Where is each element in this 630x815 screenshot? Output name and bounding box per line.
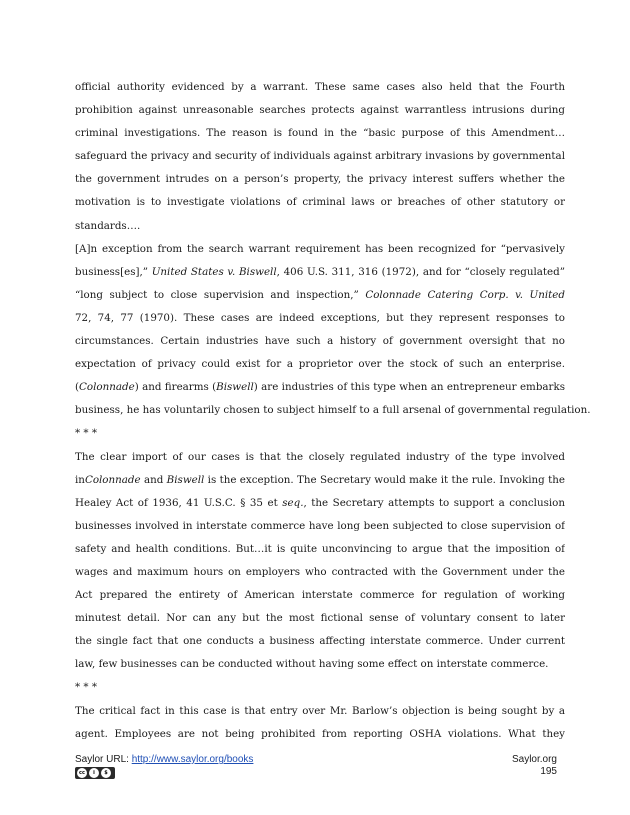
case-name: Colonnade Catering Corp. v. United [365,288,565,301]
text-line [75,630,565,653]
text-line [75,76,565,99]
text-line [75,422,565,445]
text-run: safeguard the privacy and security of individuals against arbitrary invasions by governmental [75,150,565,163]
text-run: minutest detail. Nor can any but the most fictional sense of voluntary consent to later [75,612,565,625]
text-run: ( [75,381,80,394]
text-line [75,469,565,492]
text-line [75,353,565,376]
document-body [75,76,591,746]
text-line [75,492,565,515]
page-footer [75,754,557,784]
text-run: “long subject to close supervision and inspection,” [75,288,366,301]
text-run: wages and maximum hours on employers who contracted with the Government under the [75,565,565,578]
text-line [75,238,565,261]
footer-source-label: Saylor URL: [75,754,132,765]
text-line [75,561,565,584]
page-number: 195 [540,766,557,777]
case-name: United States v. Biswell [151,265,277,278]
text-line [75,307,565,330]
text-run: * * * [75,427,97,440]
text-line [75,538,565,561]
text-run: and [140,473,167,486]
text-run: The critical fact in this case is that entry over Mr. Barlow’s objection is being sought by a [75,704,565,717]
footer-source [75,754,253,765]
text-run: safety and health conditions. But…it is quite unconvincing to argue that the imposition of [75,542,565,555]
text-line [75,700,565,723]
text-run: motivation is to investigate violations of criminal laws or breaches of other statutory or [75,196,565,209]
text-line [75,99,565,122]
text-line [75,215,565,238]
text-run: the government intrudes on a person’s property, the privacy interest suffers whether the [75,173,565,186]
text-run: expectation of privacy could exist for a proprietor over the stock of such an enterprise. [75,358,565,371]
text-line [75,723,565,746]
text-line [75,446,565,469]
text-line [75,607,565,630]
text-run: is the exception. The Secretary would make it the rule. Invoking the [207,473,565,486]
text-line [75,376,565,399]
text-run: circumstances. Certain industries have such a history of government oversight that no [75,335,565,348]
footer-source-link[interactable]: http://www.saylor.org/books [131,754,254,765]
text-line [75,261,565,284]
text-run: ) are industries of this type when an entrepreneur embarks [253,381,565,394]
text-run: prohibition against unreasonable searches protects against warrantless intrusions during [75,104,565,117]
text-run: businesses involved in interstate commerce have long been subjected to close supervision of [75,519,565,532]
case-name: Colonnade [84,473,141,486]
text-run: agent. Employees are not being prohibited from reporting OSHA violations. What they [75,727,565,740]
text-run: the single fact that one conducts a business affecting interstate commerce. Under current [75,635,565,648]
case-name: Biswell [166,473,205,486]
text-run: , the Secretary attempts to support a conclusion [303,496,565,509]
text-line [75,676,565,699]
text-line [75,515,565,538]
text-line [75,584,565,607]
text-line [75,330,565,353]
text-line [75,284,565,307]
text-run: Healey Act of 1936, 41 U.S.C. § 35 et [75,496,283,509]
text-line [75,399,591,422]
text-line [75,653,565,676]
creative-commons-by-nc-sa-icon: cc i $ [75,767,115,779]
footer-site: Saylor.org [511,754,557,765]
text-run: official authority evidenced by a warrant. These same cases also held that the Fourth [75,81,565,93]
text-run: * * * [75,681,97,694]
text-run: in [75,473,85,486]
text-run: , 406 U.S. 311, 316 (1972), and for “closely regulated” [276,265,565,278]
text-run: [A]n exception from the search warrant requirement has been recognized for “pervasively [75,242,565,255]
text-run: Act prepared the entirety of American interstate commerce for regulation of working [75,589,565,602]
text-line [75,145,565,168]
case-name: Biswell [216,381,254,394]
text-run: The clear import of our cases is that the closely regulated industry of the type involved [75,450,565,463]
text-run: criminal investigations. The reason is found in the “basic purpose of this Amendment… [75,127,565,140]
text-run: law, few businesses can be conducted without having some effect on interstate commerce. [75,658,549,671]
text-run: standards…. [75,219,141,232]
text-run: business[es],” [75,265,152,278]
text-run: ) and firearms ( [134,381,217,394]
footer-right [512,754,557,778]
case-name: Colonnade [79,381,135,394]
case-name: seq. [282,496,304,509]
text-run: 72, 74, 77 (1970). These cases are indeed exceptions, but they represent responses to [75,311,565,324]
text-line [75,168,565,191]
text-run: business, he has voluntarily chosen to subject himself to a full arsenal of governmental regulation. [75,404,591,417]
text-line [75,122,565,145]
text-line [75,191,565,214]
